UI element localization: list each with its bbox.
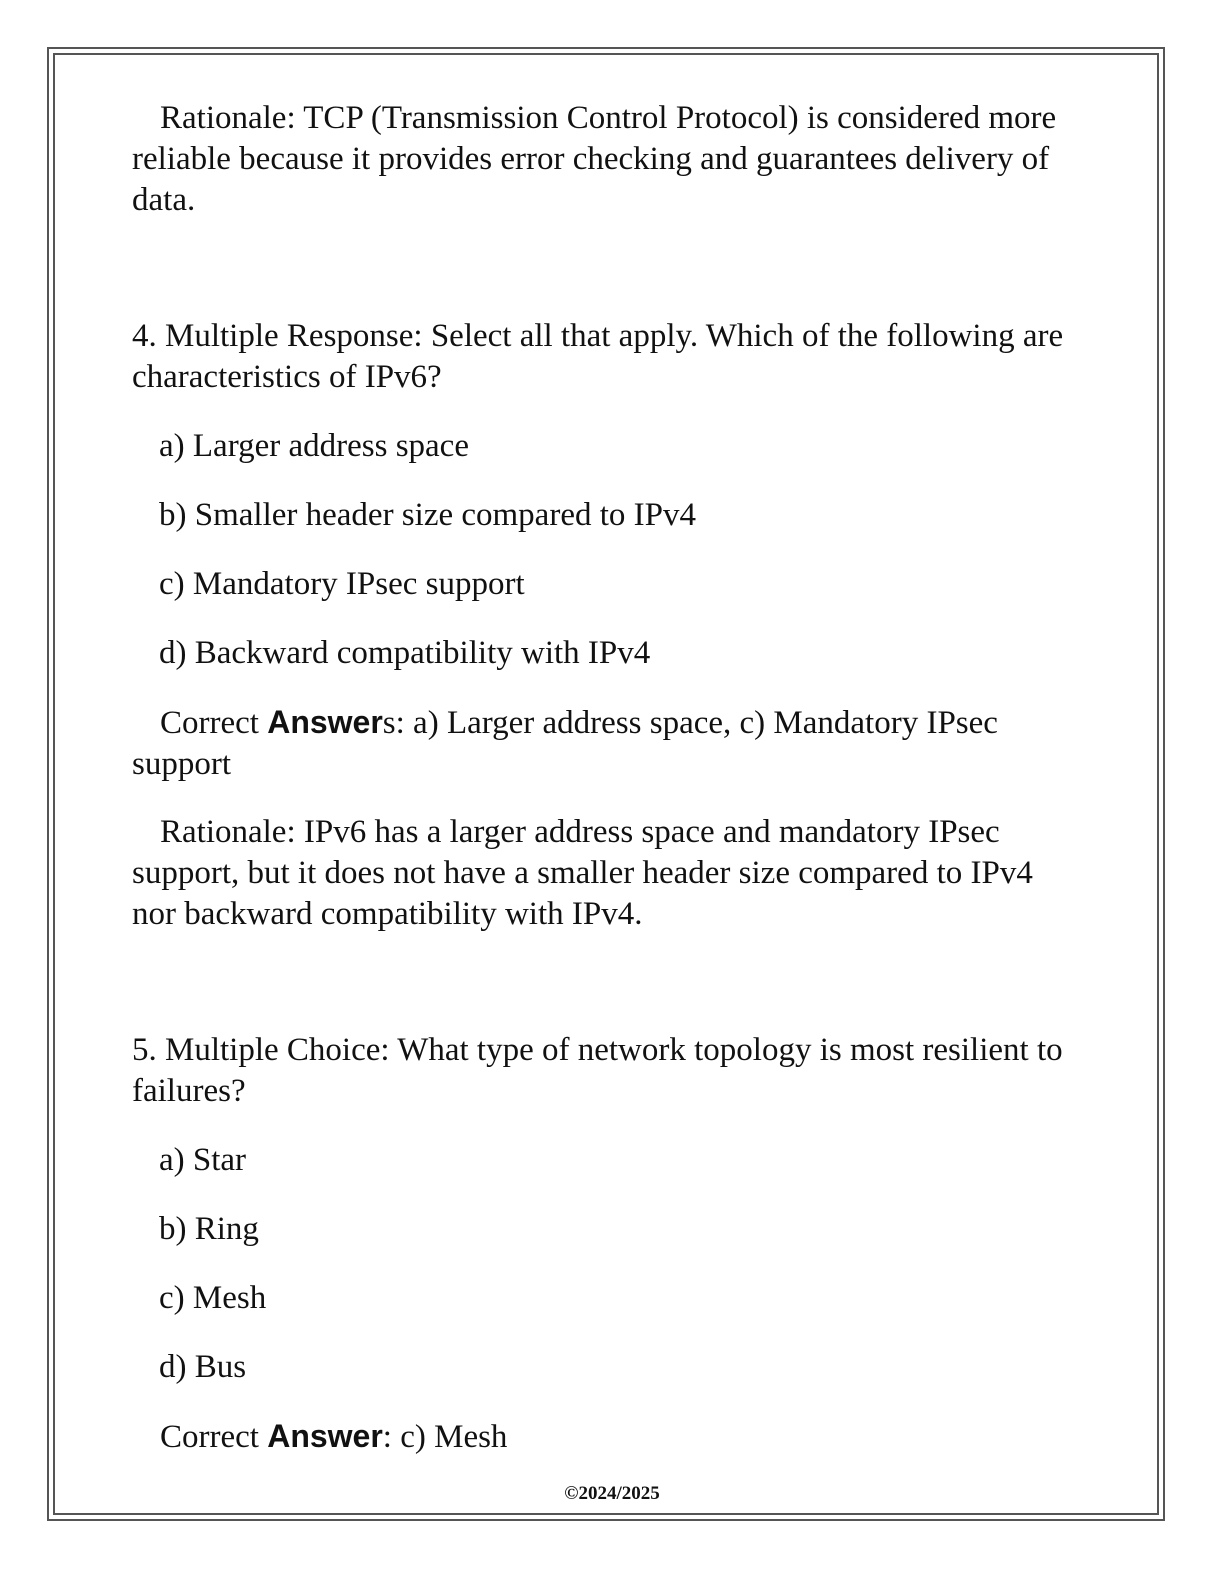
q5-answer-rest: : c) Mesh bbox=[382, 1419, 508, 1455]
q5-correct-answer bbox=[132, 1416, 1082, 1458]
q4-rationale: Rationale: IPv6 has a larger address space and mandatory IPsec support, but it does not have a smaller header size compared to IPv4 nor backward compatibility with IPv4. bbox=[132, 814, 1033, 932]
q5-option-a: a) Star bbox=[159, 1142, 247, 1178]
q3-rationale: Rationale: TCP (Transmission Control Protocol) is considered more reliable because it provides error checking and guarantees delivery of data. bbox=[132, 100, 1057, 218]
q5-option-d: d) Bus bbox=[159, 1349, 247, 1385]
q4-option-c: c) Mandatory IPsec support bbox=[159, 566, 525, 602]
page-footer-copyright: ©2024/2025 bbox=[564, 1483, 660, 1504]
q5-option-c: c) Mesh bbox=[159, 1280, 267, 1316]
q4-option-d: d) Backward compatibility with IPv4 bbox=[159, 635, 651, 671]
q5-question: 5. Multiple Choice: What type of network topology is most resilient to failures? bbox=[132, 1032, 1063, 1109]
document-body bbox=[132, 98, 1082, 1458]
q4-answer-rest: s: a) Larger address space, c) Mandatory IPsec support bbox=[132, 705, 998, 782]
q5-option-b: b) Ring bbox=[159, 1211, 259, 1247]
q5-answer-prefix: Correct bbox=[160, 1419, 268, 1455]
q5-answer-word: Answer bbox=[267, 1418, 383, 1454]
q4-option-a: a) Larger address space bbox=[159, 428, 469, 464]
q4-option-b: b) Smaller header size compared to IPv4 bbox=[159, 497, 696, 533]
q4-answer-prefix: Correct bbox=[160, 705, 268, 741]
q4-answer-word: Answer bbox=[267, 704, 383, 740]
q4-correct-answer bbox=[132, 702, 1082, 785]
q4-question: 4. Multiple Response: Select all that apply. Which of the following are characteristics of IPv6? bbox=[132, 318, 1064, 395]
